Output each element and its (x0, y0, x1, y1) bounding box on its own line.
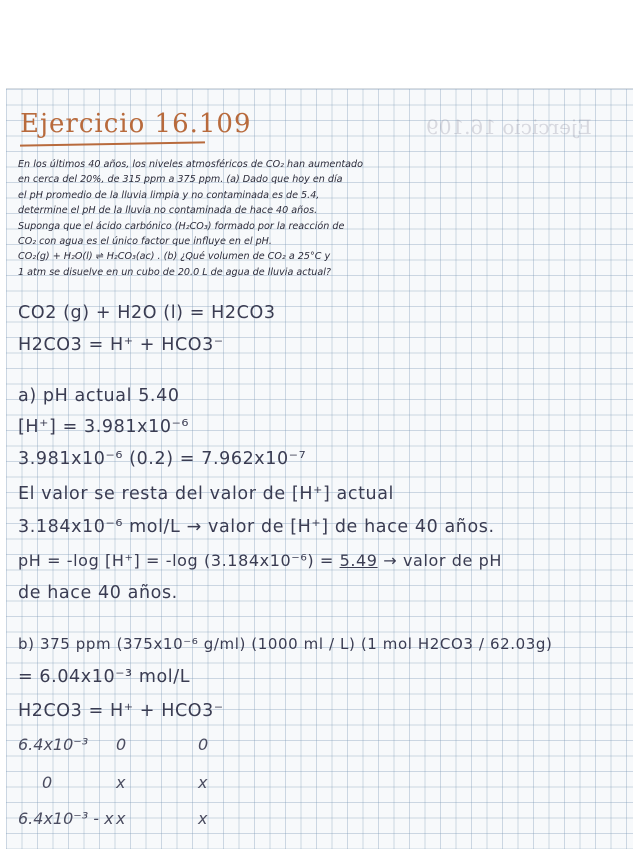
problem-line: en cerca del 20%, de 315 ppm a 375 ppm. (a) Dado que hoy en día (18, 174, 343, 186)
title-underline (20, 141, 205, 146)
ice-equilibrium-acid: 6.4x10⁻³ - x (18, 809, 114, 828)
notebook-page (6, 88, 633, 849)
problem-line: determine el pH de la lluvia no contaminada de hace 40 años. (18, 205, 318, 217)
part-a-ph-continuation: de hace 40 años. (18, 583, 178, 603)
problem-line: el pH promedio de la lluvia limpia y no contaminada es de 5.4, (18, 189, 320, 201)
problem-line: 1 atm se disuelve en un cubo de 20.0 L de agua de lluvia actual? (18, 266, 332, 278)
ph-arrow-text: → valor de pH (377, 551, 503, 570)
ice-initial-hco3: 0 (198, 735, 209, 754)
ice-initial-h: 0 (116, 735, 127, 754)
part-b-label: b) 375 ppm (375x10⁻⁶ g/ml) (1000 ml / L) (1 mol H2CO3 / 62.03g) (18, 635, 553, 653)
ice-change-hco3: x (198, 773, 208, 792)
part-a-ph-line (18, 551, 502, 570)
problem-line: Suponga que el ácido carbónico (H₂CO₃) formado por la reacción de (18, 220, 345, 232)
equation-co2-water: CO2 (g) + H2O (l) = H2CO3 (18, 303, 276, 323)
problem-line: En los últimos 40 años, los niveles atmosféricos de CO₂ han aumentado (18, 159, 364, 170)
ph-answer: 5.49 (339, 551, 378, 570)
part-b-result: = 6.04x10⁻³ mol/L (18, 667, 191, 687)
ph-formula: pH = -log [H⁺] = -log (3.184x10⁻⁶) = (18, 551, 340, 570)
problem-line: CO₂(g) + H₂O(l) ⇌ H₂CO₃(ac) . (b) ¿Qué volumen de CO₂ a 25°C y (18, 251, 331, 263)
title-block (20, 109, 252, 139)
equation-dissociation: H2CO3 = H⁺ + HCO3⁻ (18, 335, 224, 355)
ice-change-acid: 0 (42, 773, 53, 792)
part-a-label: a) pH actual 5.40 (18, 386, 180, 406)
problem-statement (18, 157, 610, 280)
part-a-explanation: El valor se resta del valor de [H⁺] actual (18, 484, 395, 504)
ice-equilibrium-hco3: x (198, 809, 208, 828)
ice-initial-acid: 6.4x10⁻³ (18, 735, 89, 754)
part-b-equation: H2CO3 = H⁺ + HCO3⁻ (18, 701, 224, 721)
part-a-result: 3.184x10⁻⁶ mol/L → valor de [H⁺] de hace 40 años. (18, 517, 495, 537)
ice-change-h: x (116, 773, 126, 792)
part-a-h-concentration: [H⁺] = 3.981x10⁻⁶ (18, 417, 190, 437)
ice-equilibrium-h: x (116, 809, 126, 828)
part-a-calculation: 3.981x10⁻⁶ (0.2) = 7.962x10⁻⁷ (18, 449, 307, 469)
page-title: Ejercicio 16.109 (20, 109, 252, 139)
bleed-through-text: Ejercicio 16.109 (426, 115, 592, 139)
problem-line: CO₂ con agua es el único factor que influye en el pH. (18, 236, 272, 248)
